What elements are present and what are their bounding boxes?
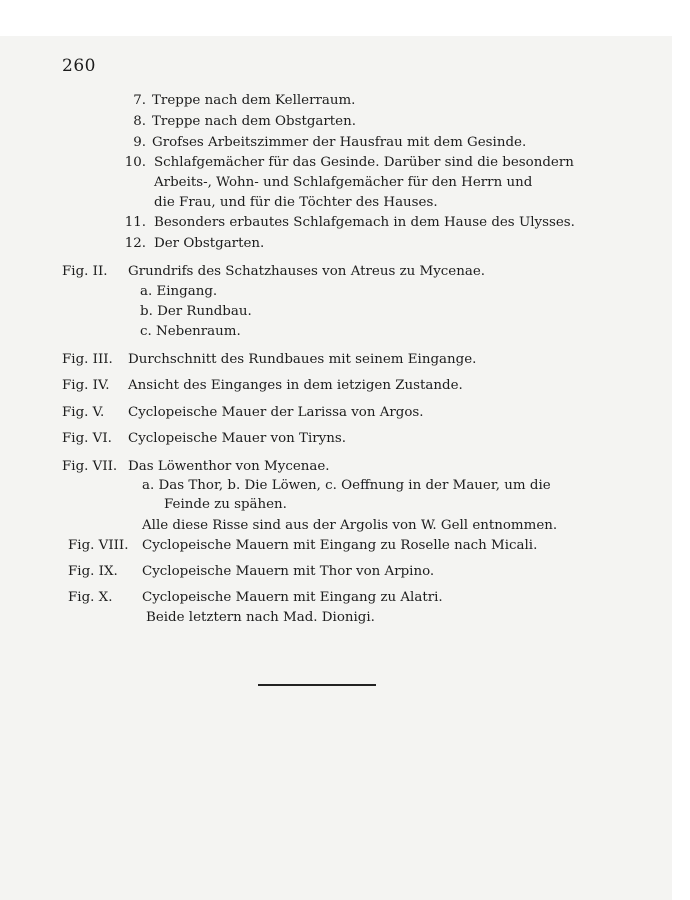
figure-label: Fig. VII. [62,459,118,474]
figure-note: Alle diese Risse sind aus der Argolis von W. Gell entnommen. [142,518,558,533]
figure-label: Fig. II. [62,264,108,279]
page-right-margin [672,36,690,900]
figure-note: Beide letztern nach Mad. Dionigi. [146,610,375,625]
figure-label: Fig. IX. [68,564,118,579]
figure-label: Fig. VI. [62,431,112,446]
page-number: 260 [62,56,96,76]
list-item-continuation: Arbeits-, Wohn- und Schlafgemächer für den Herrn und [154,175,533,190]
page-top-margin [0,0,690,36]
figure-label: Fig. X. [68,590,113,605]
list-item-continuation: die Frau, und für die Töchter des Hauses. [154,195,438,210]
figure-label: Fig. IV. [62,378,110,393]
figure-label: Fig. V. [62,405,105,420]
figure-label: Fig. VIII. [68,538,129,553]
figure-item: a. Das Thor, b. Die Löwen, c. Oeffnung in der Mauer, um die [142,478,551,493]
figure-item: a. Eingang. [140,284,218,299]
section-divider [258,684,376,686]
figure-label: Fig. III. [62,352,113,367]
figure-item: c. Nebenraum. [140,324,241,339]
figure-item: Feinde zu spähen. [164,497,287,512]
figure-item: b. Der Rundbau. [140,304,252,319]
